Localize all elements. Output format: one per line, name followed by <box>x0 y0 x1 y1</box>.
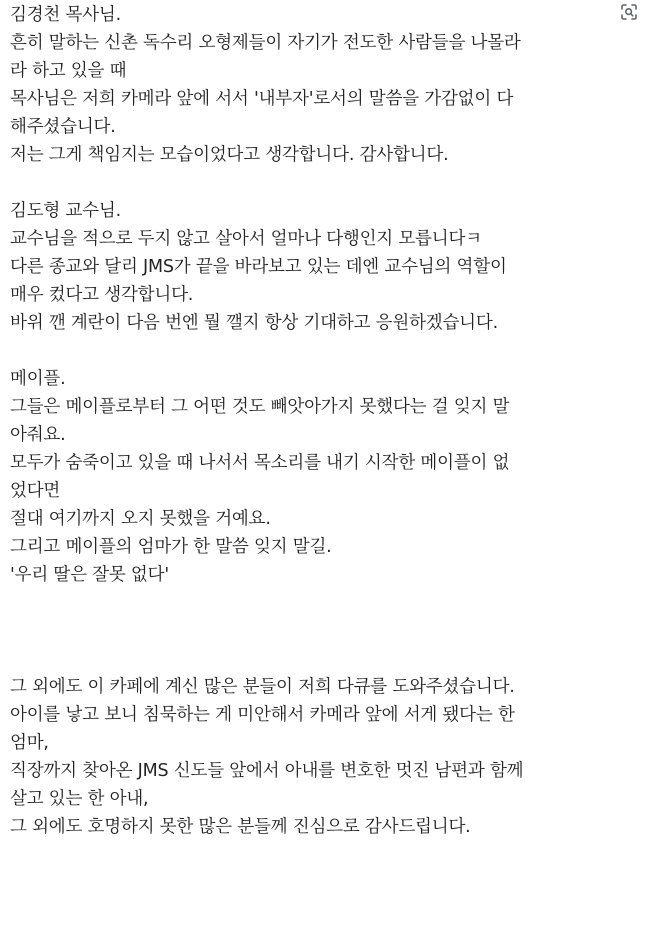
post-line: 그리고 메이플의 엄마가 한 말씀 잊지 말길. <box>10 537 332 557</box>
post-line: 매우 컸다고 생각합니다. <box>10 285 194 305</box>
post-line: 교수님을 적으로 두지 않고 살아서 얼마나 다행인지 모릅니다ㅋ <box>10 229 482 249</box>
post-line: 흔히 말하는 신촌 독수리 오형제들이 자기가 전도한 사람들을 나몰라 <box>10 33 521 53</box>
post-line: 라 하고 있을 때 <box>10 61 127 81</box>
post-line: '우리 딸은 잘못 없다' <box>10 565 169 585</box>
post-line: 모두가 숨죽이고 있을 때 나서서 목소리를 내기 시작한 메이플이 없 <box>10 453 510 473</box>
post-line: 저는 그게 책임지는 모습이었다고 생각합니다. 감사합니다. <box>10 145 449 165</box>
post-line: 아줘요. <box>10 425 66 445</box>
post-line: 메이플. <box>10 369 66 389</box>
blank-line <box>10 617 635 645</box>
post-line: 절대 여기까지 오지 못했을 거예요. <box>10 509 271 529</box>
blank-line <box>10 645 635 673</box>
post-line: 엄마, <box>10 733 49 753</box>
post-line: 다른 종교와 달리 JMS가 끝을 바라보고 있는 데엔 교수님의 역할이 <box>10 257 507 277</box>
blank-line <box>10 337 635 365</box>
post-line: 바위 깬 계란이 다음 번엔 뭘 깰지 항상 기대하고 응원하겠습니다. <box>10 313 498 333</box>
visual-search-button[interactable] <box>615 0 643 24</box>
post-line: 직장까지 찾아온 JMS 신도들 앞에서 아내를 변호한 멋진 남편과 함께 <box>10 761 524 781</box>
visual-search-icon <box>620 3 638 21</box>
post-line: 그 외에도 이 카페에 계신 많은 분들이 저희 다큐를 도와주셨습니다. <box>10 677 515 697</box>
post-line: 김경천 목사님. <box>10 5 121 25</box>
blank-line <box>10 589 635 617</box>
post-line: 그 외에도 호명하지 못한 많은 분들께 진심으로 감사드립니다. <box>10 817 471 837</box>
post-line: 해주셨습니다. <box>10 117 116 137</box>
post-line: 살고 있는 한 아내, <box>10 789 149 809</box>
post-line: 었다면 <box>10 481 61 501</box>
post-line: 김도형 교수님. <box>10 201 121 221</box>
post-line: 그들은 메이플로부터 그 어떤 것도 빼앗아가지 못했다는 걸 잊지 말 <box>10 397 510 417</box>
blank-line <box>10 169 635 197</box>
post-line: 목사님은 저희 카메라 앞에 서서 '내부자'로서의 말씀을 가감없이 다 <box>10 89 514 109</box>
post-line: 아이를 낳고 보니 침묵하는 게 미안해서 카메라 앞에 서게 됐다는 한 <box>10 705 515 725</box>
post-body <box>10 1 635 841</box>
